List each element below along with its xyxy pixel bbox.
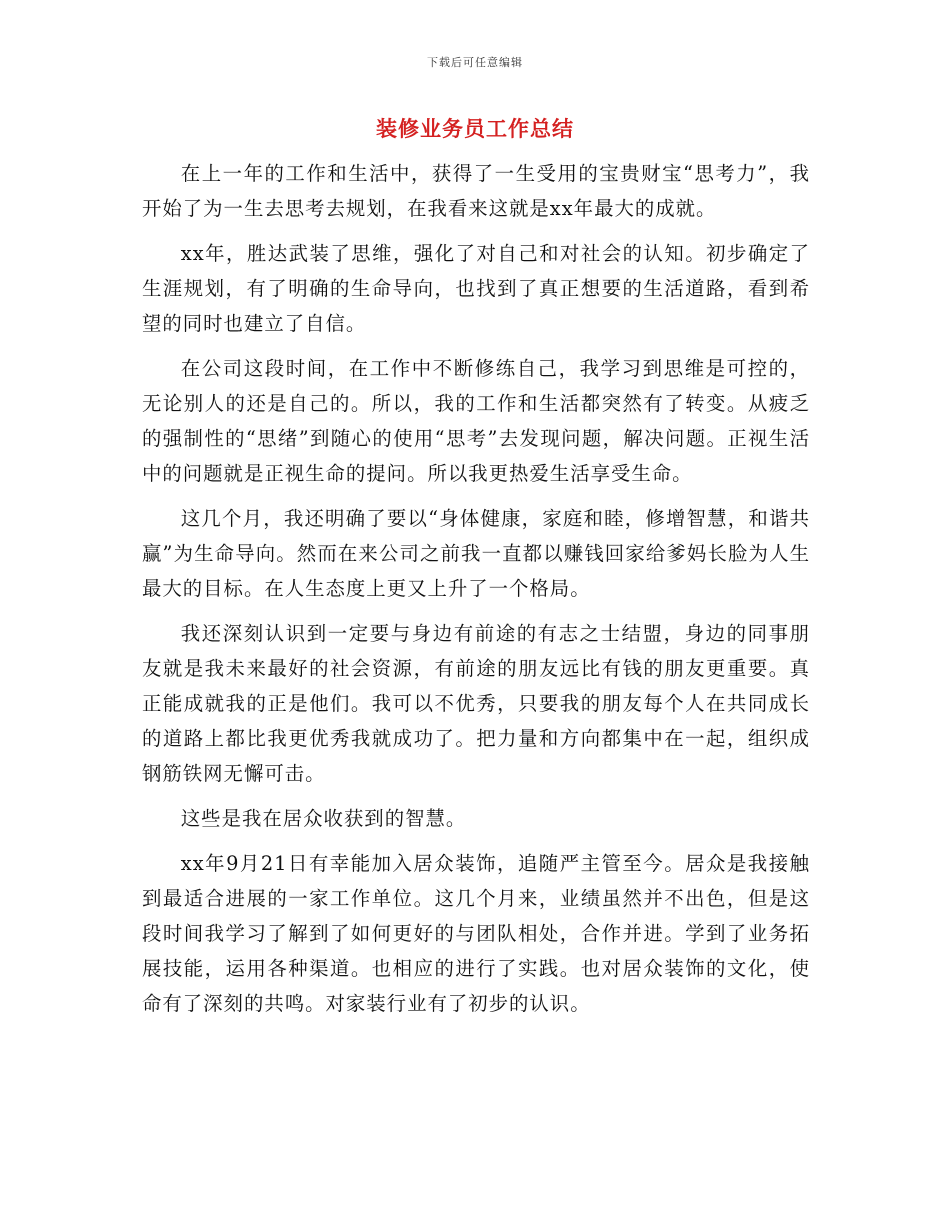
paragraph: xx年9月21日有幸能加入居众装饰，追随严主管至今。居众是我接触到最适合进展的一家工作单位。这几个月来，业绩虽然并不出色，但是这段时间我学习了解到了如何更好的与团队相处，合作并进。学到了业务拓展技能，运用各种渠道。也相应的进行了实践。也对居众装饰的文化，使命有了深刻的共鸣。对家装行业有了初步的认识。 [142, 852, 810, 1015]
document-title: 装修业务员工作总结 [376, 116, 574, 141]
paragraph: 我还深刻认识到一定要与身边有前途的有志之士结盟，身边的同事朋友就是我未来最好的社会资源，有前途的朋友远比有钱的朋友更重要。真正能成就我的正是他们。我可以不优秀，只要我的朋友每个人在共同成长的道路上都比我更优秀我就成功了。把力量和方向都集中在一起，组织成钢筋铁网无懈可击。 [142, 622, 810, 785]
paragraph: 在公司这段时间，在工作中不断修练自己，我学习到思维是可控的，无论别人的还是自己的。所以，我的工作和生活都突然有了转变。从疲乏的强制性的“思绪”到随心的使用“思考”去发现问题，解决问题。正视生活中的问题就是正视生命的提问。所以我更热爱生活享受生命。 [142, 357, 810, 485]
paragraph: 这几个月，我还明确了要以“身体健康，家庭和睦，修增智慧，和谐共赢”为生命导向。然而在来公司之前我一直都以赚钱回家给爹妈长脸为人生最大的目标。在人生态度上更又上升了一个格局。 [142, 507, 810, 600]
paragraph: 在上一年的工作和生活中，获得了一生受用的宝贵财宝“思考力”，我开始了为一生去思考去规划，在我看来这就是xx年最大的成就。 [142, 162, 810, 220]
paragraph: 这些是我在居众收获到的智慧。 [180, 807, 467, 830]
header-note: 下载后可任意编辑 [427, 56, 523, 69]
paragraph: xx年，胜达武装了思维，强化了对自己和对社会的认知。初步确定了生涯规划，有了明确的生命导向，也找到了真正想要的生活道路，看到希望的同时也建立了自信。 [142, 242, 810, 335]
document-body [142, 156, 810, 1031]
